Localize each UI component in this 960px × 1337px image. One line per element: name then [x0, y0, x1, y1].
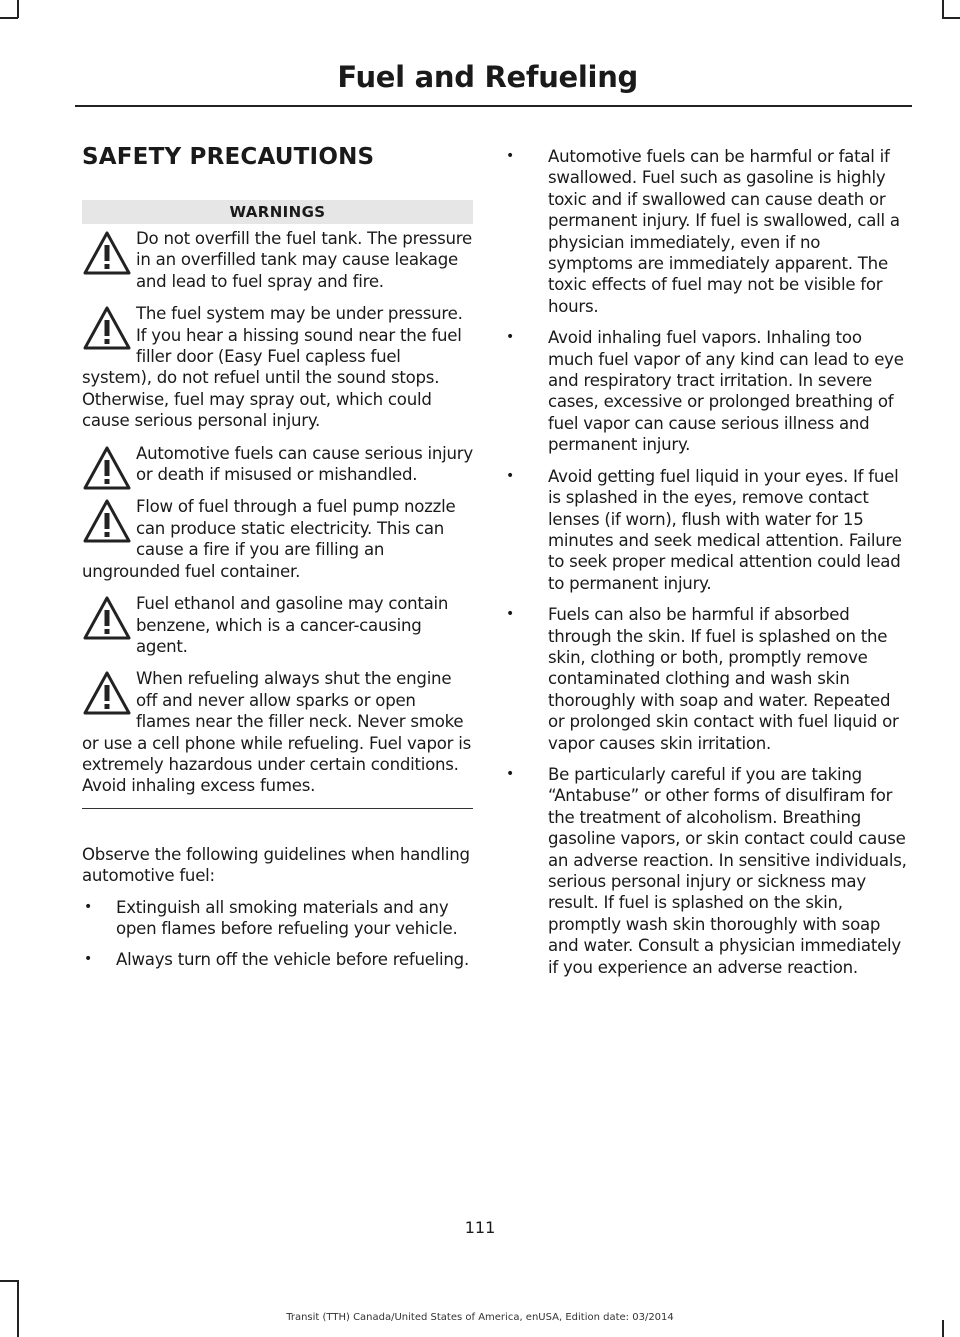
warning-triangle-icon: [82, 595, 134, 643]
list-item: • Extinguish all smoking materials and any open flames before refueling your vehicle.: [82, 897, 473, 940]
footer-edition: Transit (TTH) Canada/United States of America, enUSA, Edition date: 03/2014: [286, 1312, 674, 1323]
warning-item: [82, 668, 473, 796]
warning-triangle-icon: [82, 445, 134, 493]
crop-mark: [0, 1280, 18, 1282]
list-item: • Automotive fuels can be harmful or fatal if swallowed. Fuel such as gasoline is highly toxic and if swallowed can cause death or permanent injury. If fuel is swallowed, call a physician immediately, even if no symptoms are immediately apparent. The toxic effects of fuel may not be visible for hours.: [506, 146, 908, 317]
warning-item: [82, 443, 473, 486]
warning-text: Flow of fuel through a fuel pump nozzle can produce static electricity. This can cause a fire if you are filling an ungrounded fuel container.: [82, 497, 456, 581]
warning-text: When refueling always shut the engine off and never allow sparks or open flames near the filler neck. Never smoke or use a cell phone while refueling. Fuel vapor is extremely hazardous under certain conditions. Avoid inhaling excess fumes.: [82, 669, 471, 796]
warning-triangle-icon: [82, 670, 134, 718]
warning-text: Automotive fuels can cause serious injury or death if misused or mishandled.: [136, 443, 473, 485]
warnings-list: [82, 228, 473, 797]
warning-item: [82, 303, 473, 431]
warning-triangle-icon: [82, 305, 134, 353]
chapter-title: Fuel and Refueling: [337, 60, 638, 94]
list-item: • Avoid inhaling fuel vapors. Inhaling too much fuel vapor of any kind can lead to eye and respiratory tract irritation. In severe cases, excessive or prolonged breathing of fuel vapor can cause serious illness and permanent injury.: [506, 327, 908, 455]
guidelines-list-left: [82, 897, 473, 971]
crop-mark: [942, 17, 960, 19]
section-title: SAFETY PRECAUTIONS: [82, 144, 375, 170]
list-item: • Fuels can also be harmful if absorbed through the skin. If fuel is splashed on the skin, clothing or both, promptly remove contaminated clothing and wash skin thoroughly with soap and water. Repeated or prolonged skin contact with fuel liquid or vapor causes skin irritation.: [506, 604, 908, 754]
guidelines-list-right: [506, 146, 908, 978]
warning-triangle-icon: [82, 230, 134, 278]
warning-text: Do not overfill the fuel tank. The pressure in an overfilled tank may cause leakage and lead to fuel spray and fire.: [136, 229, 472, 291]
warning-item: [82, 228, 473, 292]
left-column: [82, 144, 473, 981]
warning-item: [82, 593, 473, 657]
guidelines-intro: Observe the following guidelines when handling automotive fuel:: [82, 844, 470, 886]
page-number: 111: [464, 1218, 496, 1237]
crop-mark: [0, 17, 18, 19]
crop-mark: [17, 1280, 19, 1337]
header-rule: [75, 105, 912, 107]
crop-mark: [942, 0, 944, 18]
right-column: [506, 146, 908, 988]
list-item: • Always turn off the vehicle before refueling.: [82, 949, 473, 970]
warnings-end-rule: [82, 808, 473, 809]
warnings-header: WARNINGS: [82, 200, 473, 224]
list-item: • Be particularly careful if you are taking “Antabuse” or other forms of disulfiram for the treatment of alcoholism. Breathing gasoline vapors, or skin contact could cause an adverse reaction. In sensitive individuals, serious personal injury or sickness may result. If fuel is splashed on the skin, promptly wash skin thoroughly with soap and water. Consult a physician immediately if you experience an adverse reaction.: [506, 764, 908, 978]
crop-mark: [17, 0, 19, 18]
warning-text: Fuel ethanol and gasoline may contain benzene, which is a cancer-causing agent.: [136, 594, 449, 656]
list-item: • Avoid getting fuel liquid in your eyes. If fuel is splashed in the eyes, remove contact lenses (if worn), flush with water for 15 minutes and seek medical attention. Failure to seek proper medical attention could lead to permanent injury.: [506, 466, 908, 594]
warning-triangle-icon: [82, 498, 134, 546]
warning-item: [82, 496, 473, 582]
warning-text: The fuel system may be under pressure. If you hear a hissing sound near the fuel filler door (Easy Fuel capless fuel system), do not refuel until the sound stops. Otherwise, fuel may spray out, which could cause serious personal injury.: [82, 304, 463, 431]
